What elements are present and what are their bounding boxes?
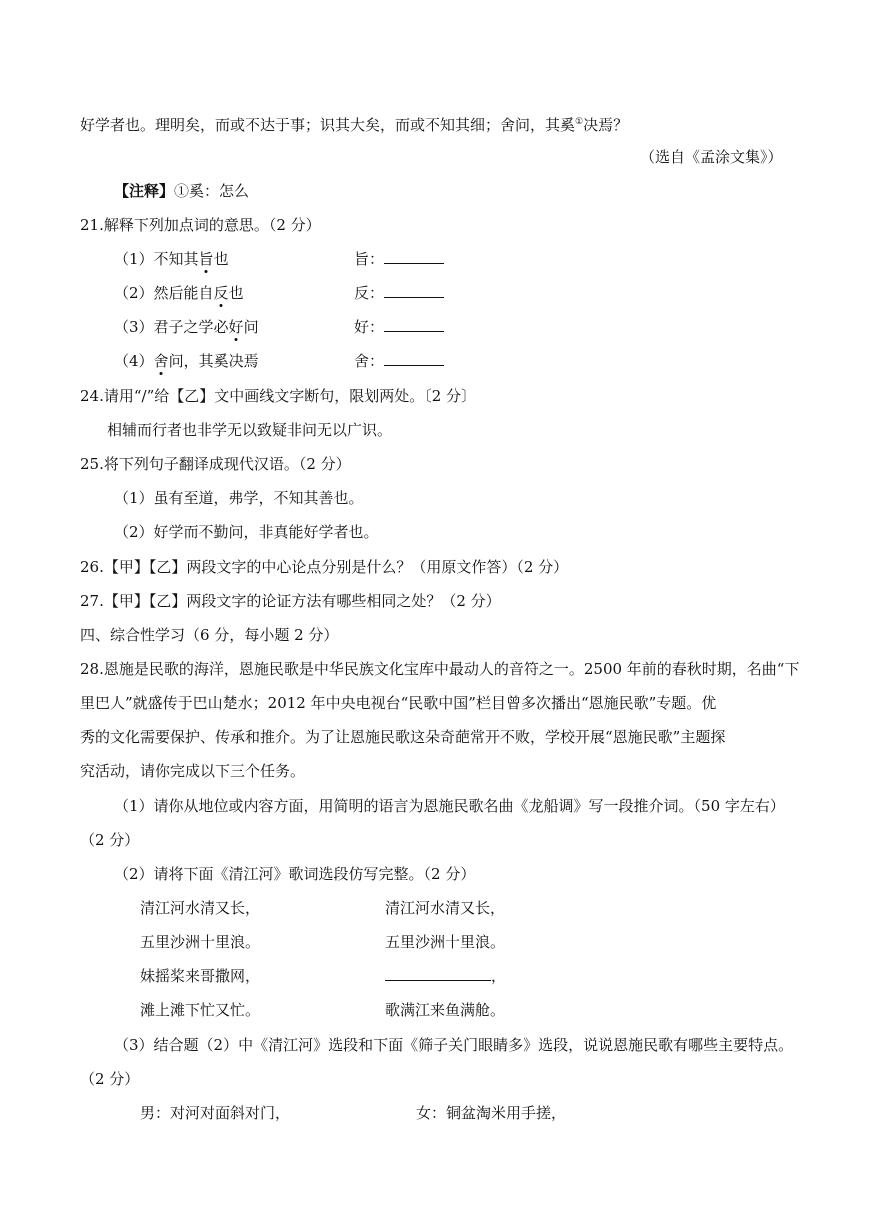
annotation [114,181,249,201]
q28-item-1: （1）请你从地位或内容方面，用简明的语言为恩施民歌名曲《龙船调》写一段推介词。（50 字左右） [114,797,785,815]
question-28-line: 28.恩施是民歌的海洋，恩施民歌是中华民族文化宝库中最动人的音符之一。2500 年前的春秋时期，名曲“下 [80,660,800,678]
question-27: 27.【甲】【乙】两段文字的论证方法有哪些相同之处？（2 分） [80,592,501,610]
q21-item-3: （3）君子之学必好问 [114,318,259,336]
poem-left-line: 五里沙洲十里浪。 [140,933,261,951]
answer-blank[interactable] [384,283,444,298]
dotted-word: 反 [213,284,229,302]
answer-blank[interactable] [384,249,444,264]
q21-answer-4: 舍： [354,351,444,371]
poem-left-line: 妹摇桨来哥撒网， [140,967,261,985]
annotation-label: 【注释】 [114,182,175,200]
dotted-word: 舍 [153,352,169,370]
source-citation: （选自《孟涂文集》） [640,148,783,166]
q28-item-3: （3）结合题（2）中《清江河》选段和下面《筛子关门眼睛多》选段，说说恩施民歌有哪些主要特点。 [114,1036,794,1054]
answer-blank[interactable] [384,351,444,366]
question-28-line: 秀的文化需要保护、传承和推介。为了让恩施民歌这朵奇葩常开不败，学校开展“恩施民歌”主题探 [80,728,726,746]
annotation-text: ①奚：怎么 [174,182,250,200]
q25-item-1: （1）虽有至道，弗学，不知其善也。 [114,489,364,507]
q21-item-2: （2）然后能自反也 [114,284,244,302]
passage-line: 好学者也。理明矣，而或不达于事；识其大矣，而或不知其细；舍问，其奚①决焉？ [80,116,629,134]
poem-left-line: 清江河水清又长， [140,899,261,917]
question-26: 26.【甲】【乙】两段文字的中心论点分别是什么？（用原文作答）（2 分） [80,558,569,576]
q24-text: 相辅而行者也非学无以致疑非问无以广识。 [107,421,393,439]
question-25: 25.将下列句子翻译成现代汉语。（2 分） [80,455,351,473]
q28-item-3-points: （2 分） [80,1070,140,1088]
q21-item-1: （1）不知其旨也 [114,250,229,268]
answer-blank[interactable] [385,966,491,981]
q28-item-1-points: （2 分） [80,831,140,849]
song-male-line: 男：对河对面斜对门， [140,1104,291,1122]
poem-right-line: 五里沙洲十里浪。 [385,933,506,951]
question-28-line: 究活动，请你完成以下三个任务。 [80,762,306,780]
poem-right-line: 歌满江来鱼满舱。 [385,1001,506,1019]
q28-item-2: （2）请将下面《清江河》歌词选段仿写完整。（2 分） [114,865,476,883]
poem-right-blank-line: ， [385,966,506,986]
q25-item-2: （2）好学而不勤问，非真能好学者也。 [114,523,379,541]
dotted-word: 好 [228,318,244,336]
question-28-line: 里巴人”就盛传于巴山楚水；2012 年中央电视台“民歌中国”栏目曾多次播出“恩施民歌”专题。优 [80,694,717,712]
footnote-marker: ① [575,117,584,127]
q21-answer-1: 旨： [354,249,444,269]
section-heading: 四、综合性学习（6 分，每小题 2 分） [80,626,339,644]
q21-answer-3: 好： [354,317,444,337]
poem-left-line: 滩上滩下忙又忙。 [140,1001,261,1019]
q21-item-4: （4）舍问，其奚决焉 [114,352,259,370]
q21-answer-2: 反： [354,283,444,303]
answer-blank[interactable] [384,317,444,332]
poem-right-line: 清江河水清又长， [385,899,506,917]
question-21: 21.解释下列加点词的意思。（2 分） [80,216,321,234]
question-24: 24.请用“/”给【乙】文中画线文字断句，限划两处。〔2 分〕 [80,387,477,405]
song-female-line: 女：铜盆淘米用手搓， [416,1104,567,1122]
dotted-word: 旨 [198,250,214,268]
